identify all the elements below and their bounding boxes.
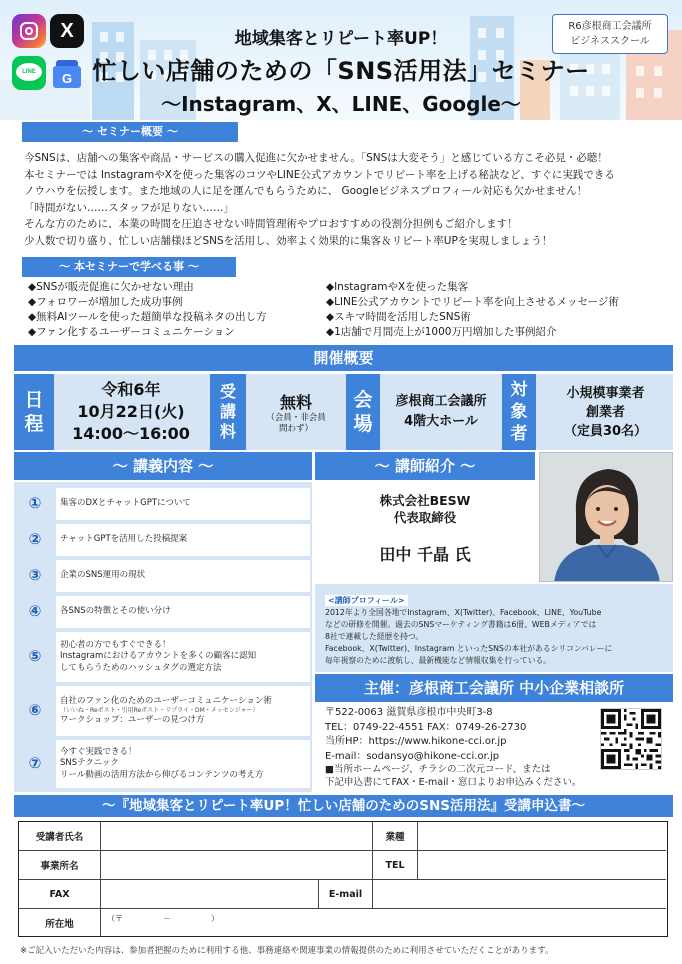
overview-text: 今SNSは、店舗への集客や商品・サービスの購入促進に欠かせません。「SNSは大変そう」と感じている方こそ必見・必聴！ 本セミナーでは InstagramやXを使った集客のコツやLINE公式アカウントでリピート率を上げる秘訣など、すぐに実践できる ノウハウを伝授します。また地域の人に足を運んでもらうために、 Googleビジネスプロフィール対応も欠かせません！ 「時間がない……スタッフが足りない……」 そんな方のために、本業の時間を圧迫させない時間管理術やプロおすすめの役割分担例もご紹介します！ 少人数で切り盛り、忙しい店舗様ほどSNSを活用し、効率よく効果的に集客＆リピート率UPを実現しましょう！	[24, 152, 615, 247]
line-icon: LINE	[12, 56, 46, 90]
industry-field[interactable]	[418, 822, 666, 851]
title-line-2: 忙しい店舗のための「SNS活用法」セミナー	[92, 57, 590, 85]
qr-code-icon	[601, 709, 661, 769]
lecture-item: ④ 各SNSの特徴とその使い分け	[14, 596, 312, 628]
lecture-item: ⑦ 今すぐ実践できる！ SNSテクニック リール動画の活用方法から伸びるコンテンツの考え方	[14, 740, 312, 788]
application-form	[18, 821, 668, 937]
address-label: 所在地	[19, 909, 101, 936]
fee-value: 無料 （会員・非会員 問わず）	[266, 392, 326, 434]
learn-item: ◆1店舗で月間売上が1000万円増加した事例紹介	[326, 326, 557, 338]
lecture-item: ② チャットGPTを活用した投稿提案	[14, 524, 312, 556]
title-line-1: 地域集客とリピート率UP！	[234, 29, 448, 49]
venue-label: 会 場	[346, 374, 380, 450]
lecturer-info: 株式会社BESW 代表取締役 田中 千晶 氏	[315, 482, 535, 582]
fee-label: 受 講 料	[210, 374, 246, 450]
lecturer-profile: <講師プロフィール> 2012年より全国各地でInstagram、X(Twitter)、Facebook、LINE、YouTube などの研修を開催。過去のSNSマーケティング書籍は6冊、WEBメディアでは 8社で連載した経歴を持つ。 Facebook、X(Twitter)、Instagram といったSNSの本社があるシリコンバレーに 毎年視察のために渡航し、最新機能など情報収集を行っている。	[315, 584, 673, 672]
qr-code[interactable]	[600, 708, 662, 770]
email-label: E-mail	[319, 880, 373, 909]
email-link[interactable]: E-mail：sodansyo@hikone-cci.or.jp	[325, 750, 500, 762]
company-label: 事業所名	[19, 851, 101, 880]
website-link[interactable]: 当所HP：https://www.hikone-cci.or.jp	[325, 736, 507, 747]
host-heading: 主催：彦根商工会議所 中小企業相談所	[315, 674, 673, 702]
learn-item: ◆ファン化するユーザーコミュニケーション	[28, 326, 235, 338]
learn-item: ◆InstagramやXを使った集客	[326, 281, 469, 293]
lecturer-photo	[539, 452, 673, 582]
fax-field[interactable]	[101, 880, 319, 909]
email-field[interactable]	[373, 880, 666, 909]
lecture-heading: 〜 講義内容 〜	[14, 452, 312, 480]
lecturer-name: 田中 千晶 氏	[379, 545, 471, 564]
event-heading: 開催概要	[14, 345, 673, 371]
learn-item: ◆無料AIツールを使った超簡単な投稿ネタの出し方	[28, 311, 267, 323]
date-label: 日 程	[14, 374, 54, 450]
phone-fax: TEL：0749-22-4551 FAX：0749-26-2730	[325, 721, 527, 733]
learn-heading: 〜 本セミナーで学べる事 〜	[22, 257, 236, 277]
venue-value: 彦根商工会議所 4階大ホール	[395, 394, 487, 429]
contact-info: 〒522-0063 滋賀県彦根市中央町3-8 TEL：0749-22-4551 FAX：0749-26-2730 当所HP：https://www.hikone-cci.or.jp E-mail：sodansyo@hikone-cci.or.jp	[325, 706, 595, 764]
title-line-3: 〜Instagram、X、LINE、Google〜	[161, 92, 521, 116]
target-value: 小規模事業者 創業者 （定員30名）	[563, 385, 648, 439]
portrait-image	[540, 453, 673, 582]
learn-item: ◆スキマ時間を活用したSNS術	[326, 311, 471, 323]
tel-label: TEL	[373, 851, 418, 880]
header-banner	[0, 0, 682, 120]
tel-field[interactable]	[418, 851, 666, 880]
event-details	[14, 374, 673, 450]
address-field[interactable]: （〒 － ）	[107, 914, 219, 923]
google-business-icon: G	[50, 56, 84, 90]
date-value: 令和6年 10月22日(火) 14:00〜16:00	[72, 380, 190, 443]
lecture-item: ③ 企業のSNS運用の現状	[14, 560, 312, 592]
apply-instructions: ■当所ホームページ、チラシの二次元コード、または 下記申込書にてFAX・E-mail・窓口よりお申込みください。	[325, 764, 582, 788]
name-label: 受講者氏名	[19, 822, 101, 851]
x-icon: X	[50, 14, 84, 48]
lecture-list	[14, 482, 312, 792]
lecture-item: ① 集客のDXとチャットGPTについて	[14, 488, 312, 520]
organizer-badge: R6彦根商工会議所 ビジネススクール	[552, 14, 668, 54]
learn-item: ◆フォロワーが増加した成功事例	[28, 296, 183, 308]
industry-label: 業種	[373, 822, 418, 851]
lecture-item: ⑥ 自社のファン化のためのユーザーコミュニケーション術 （いいね・Reポスト・引用Reポスト・リプライ・DM・メッセンジャー） ワークショップ：ユーザーの見つけ方	[14, 686, 312, 736]
target-label: 対 象 者	[502, 374, 536, 450]
lecture-item: ⑤ 初心者の方でもすぐできる！ Instagramにおけるアカウントを多くの顧客に認知 してもらうためのハッシュタグの選定方法	[14, 632, 312, 682]
form-heading: 〜『地域集客とリピート率UP！忙しい店舗のためのSNS活用法』受講申込書〜	[14, 795, 673, 817]
learn-item: ◆LINE公式アカウントでリピート率を向上させるメッセージ術	[326, 296, 619, 308]
fax-label: FAX	[19, 880, 101, 909]
name-field[interactable]	[101, 822, 373, 851]
company-field[interactable]	[101, 851, 373, 880]
learn-item: ◆SNSが販売促進に欠かせない理由	[28, 281, 194, 293]
lecturer-heading: 〜 講師紹介 〜	[315, 452, 535, 480]
overview-heading: 〜 セミナー概要 〜	[22, 122, 238, 142]
privacy-footnote: ※ご記入いただいた内容は、参加者把握のために利用する他、事務連絡や関連事業の情報提供のために利用させていただくことがあります。	[20, 946, 554, 956]
